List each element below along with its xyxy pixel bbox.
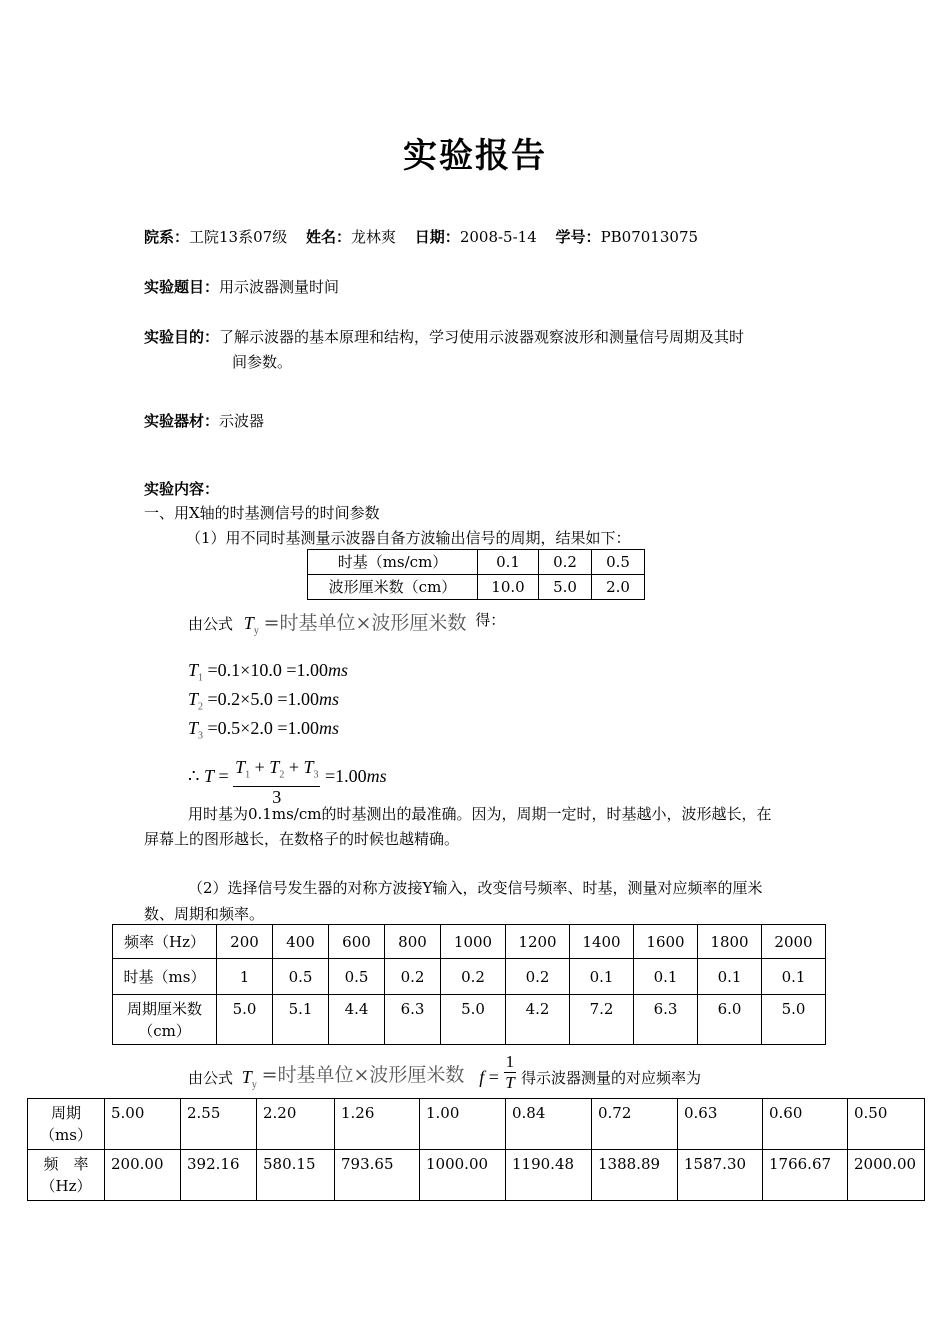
table2-cell: 1000 [441,925,506,959]
table3-cell: 1.26 [335,1099,420,1150]
topic-value: 用示波器测量时间 [219,278,340,296]
table3-cell: 0.60 [763,1099,848,1150]
purpose-text-1: 了解示波器的基本原理和结构，学习使用示波器观察波形和测量信号周期及其时 [219,328,745,346]
part-2-line-2: 数、周期和频率。 [144,905,265,923]
equation-t2: $T_2 =0.2\times 5.0 =1.00ms$ [188,689,339,713]
table2-cell: 5.0 [217,995,273,1045]
table2-cell: 2000 [762,925,826,959]
table3-cell: 580.15 [257,1150,335,1201]
table2-cell: 0.1 [698,959,762,995]
formula-1: 由公式 $T_y$ =时基单位×波形厘米数 得： [188,611,506,637]
table1-cell: 0.2 [539,550,592,575]
table2-cell: 1600 [634,925,698,959]
purpose-text-2: 间参数。 [232,353,293,371]
table3-cell: 0.84 [506,1099,592,1150]
equation-average: ∴ T = $\frac{T_1 + T_2 + T_3}{3}$ =1.00ms [188,757,387,807]
computed-frequency-table [27,1098,925,1201]
equipment-value: 示波器 [219,412,265,430]
topic-label: 实验题目： [144,278,220,296]
formula-expression: =时基单位×波形厘米数 [263,612,467,634]
page-title: 实验报告 [403,136,547,176]
table3-cell: 1766.67 [763,1150,848,1201]
table2-cell: 1200 [506,925,570,959]
table3-cell: 1587.30 [678,1150,763,1201]
table2-cell: 6.3 [634,995,698,1045]
table3-cell: 1000.00 [420,1150,506,1201]
table2-cell: 0.5 [273,959,329,995]
id-label: 学号： [555,228,601,246]
table3-cell: 200.00 [105,1150,181,1201]
part-2-line-1: （2）选择信号发生器的对称方波接Y输入，改变信号频率、时基，测量对应频率的厘米 [188,879,763,897]
table3-cell: 2.20 [257,1099,335,1150]
table1-cell: 2.0 [592,575,645,600]
content-label: 实验内容： [144,480,220,498]
table2-row-label: 频率（Hz） [113,925,217,959]
table1-header-timebase: 时基（ms/cm） [308,550,478,575]
table1-cell: 0.5 [592,550,645,575]
table1-header-cm: 波形厘米数（cm） [308,575,478,600]
formula-2: 由公式 $T_y$ =时基单位×波形厘米数 f = $\frac{1}{T}$ 得示波器测量的对应频率为 [188,1052,701,1092]
table3-cell: 0.63 [678,1099,763,1150]
table2-cell: 600 [329,925,385,959]
table1-cell: 5.0 [539,575,592,600]
table2-row-label: 周期厘米数（cm） [113,995,217,1045]
table3-cell: 0.72 [592,1099,678,1150]
topic-line [144,276,339,297]
table3-cell: 0.50 [848,1099,925,1150]
equation-t1: $T_1 =0.1\times 10.0 =1.00ms$ [188,660,348,684]
part-1-intro: （1）用不同时基测量示波器自备方波输出信号的周期，结果如下： [186,529,631,547]
purpose-line [144,326,744,347]
table2-cell: 0.2 [506,959,570,995]
formula2-expression: =时基单位×波形厘米数 [261,1063,465,1086]
table2-cell: 1400 [570,925,634,959]
table2-cell: 1 [217,959,273,995]
table2-cell: 5.1 [273,995,329,1045]
table2-cell: 0.2 [385,959,441,995]
frequency-measurement-table [112,924,826,1045]
table2-cell: 0.2 [441,959,506,995]
table2-cell: 0.1 [634,959,698,995]
table2-cell: 5.0 [441,995,506,1045]
table2-cell: 6.0 [698,995,762,1045]
formula-suffix: 得： [475,611,506,629]
table2-cell: 5.0 [762,995,826,1045]
table2-cell: 400 [273,925,329,959]
equipment-label: 实验器材： [144,412,220,430]
equipment-line [144,410,264,431]
table3-row-label: 周期（ms） [28,1099,105,1150]
table3-row-label: 频 率（Hz） [28,1150,105,1201]
formula-prefix: 由公式 [188,615,234,633]
conclusion-line-1: 用时基为0.1ms/cm的时基测出的最准确。因为，周期一定时，时基越小，波形越长，在 [188,805,772,823]
table3-cell: 1.00 [420,1099,506,1150]
info-line [144,226,698,247]
dept-value: 工院13系07级 [189,228,288,246]
formula2-prefix: 由公式 [188,1068,234,1087]
section-1-heading: 一、用X轴的时基测信号的时间参数 [144,504,380,522]
table2-cell: 4.2 [506,995,570,1045]
date-value: 2008-5-14 [459,228,537,246]
equation-t3: $T_3 =0.5\times 2.0 =1.00ms$ [188,718,339,742]
table2-cell: 200 [217,925,273,959]
table2-cell: 7.2 [570,995,634,1045]
table1-cell: 0.1 [478,550,539,575]
table2-cell: 0.1 [762,959,826,995]
id-value: PB07013075 [600,228,699,246]
table2-cell: 0.1 [570,959,634,995]
date-label: 日期： [414,228,460,246]
name-value: 龙林爽 [351,228,397,246]
table3-cell: 2.55 [181,1099,257,1150]
table2-cell: 6.3 [385,995,441,1045]
table2-cell: 1800 [698,925,762,959]
formula2-suffix: 得示波器测量的对应频率为 [520,1068,701,1087]
dept-label: 院系： [144,228,190,246]
table3-cell: 1190.48 [506,1150,592,1201]
purpose-label: 实验目的： [144,328,220,346]
table3-cell: 5.00 [105,1099,181,1150]
table3-cell: 793.65 [335,1150,420,1201]
table3-cell: 2000.00 [848,1150,925,1201]
conclusion-line-2: 屏幕上的图形越长，在数格子的时候也越精确。 [144,830,460,848]
table3-cell: 1388.89 [592,1150,678,1201]
table2-cell: 0.5 [329,959,385,995]
table2-cell: 4.4 [329,995,385,1045]
timebase-table [307,549,645,600]
table2-cell: 800 [385,925,441,959]
name-label: 姓名： [305,228,351,246]
table2-row-label: 时基（ms） [113,959,217,995]
table3-cell: 392.16 [181,1150,257,1201]
table1-cell: 10.0 [478,575,539,600]
